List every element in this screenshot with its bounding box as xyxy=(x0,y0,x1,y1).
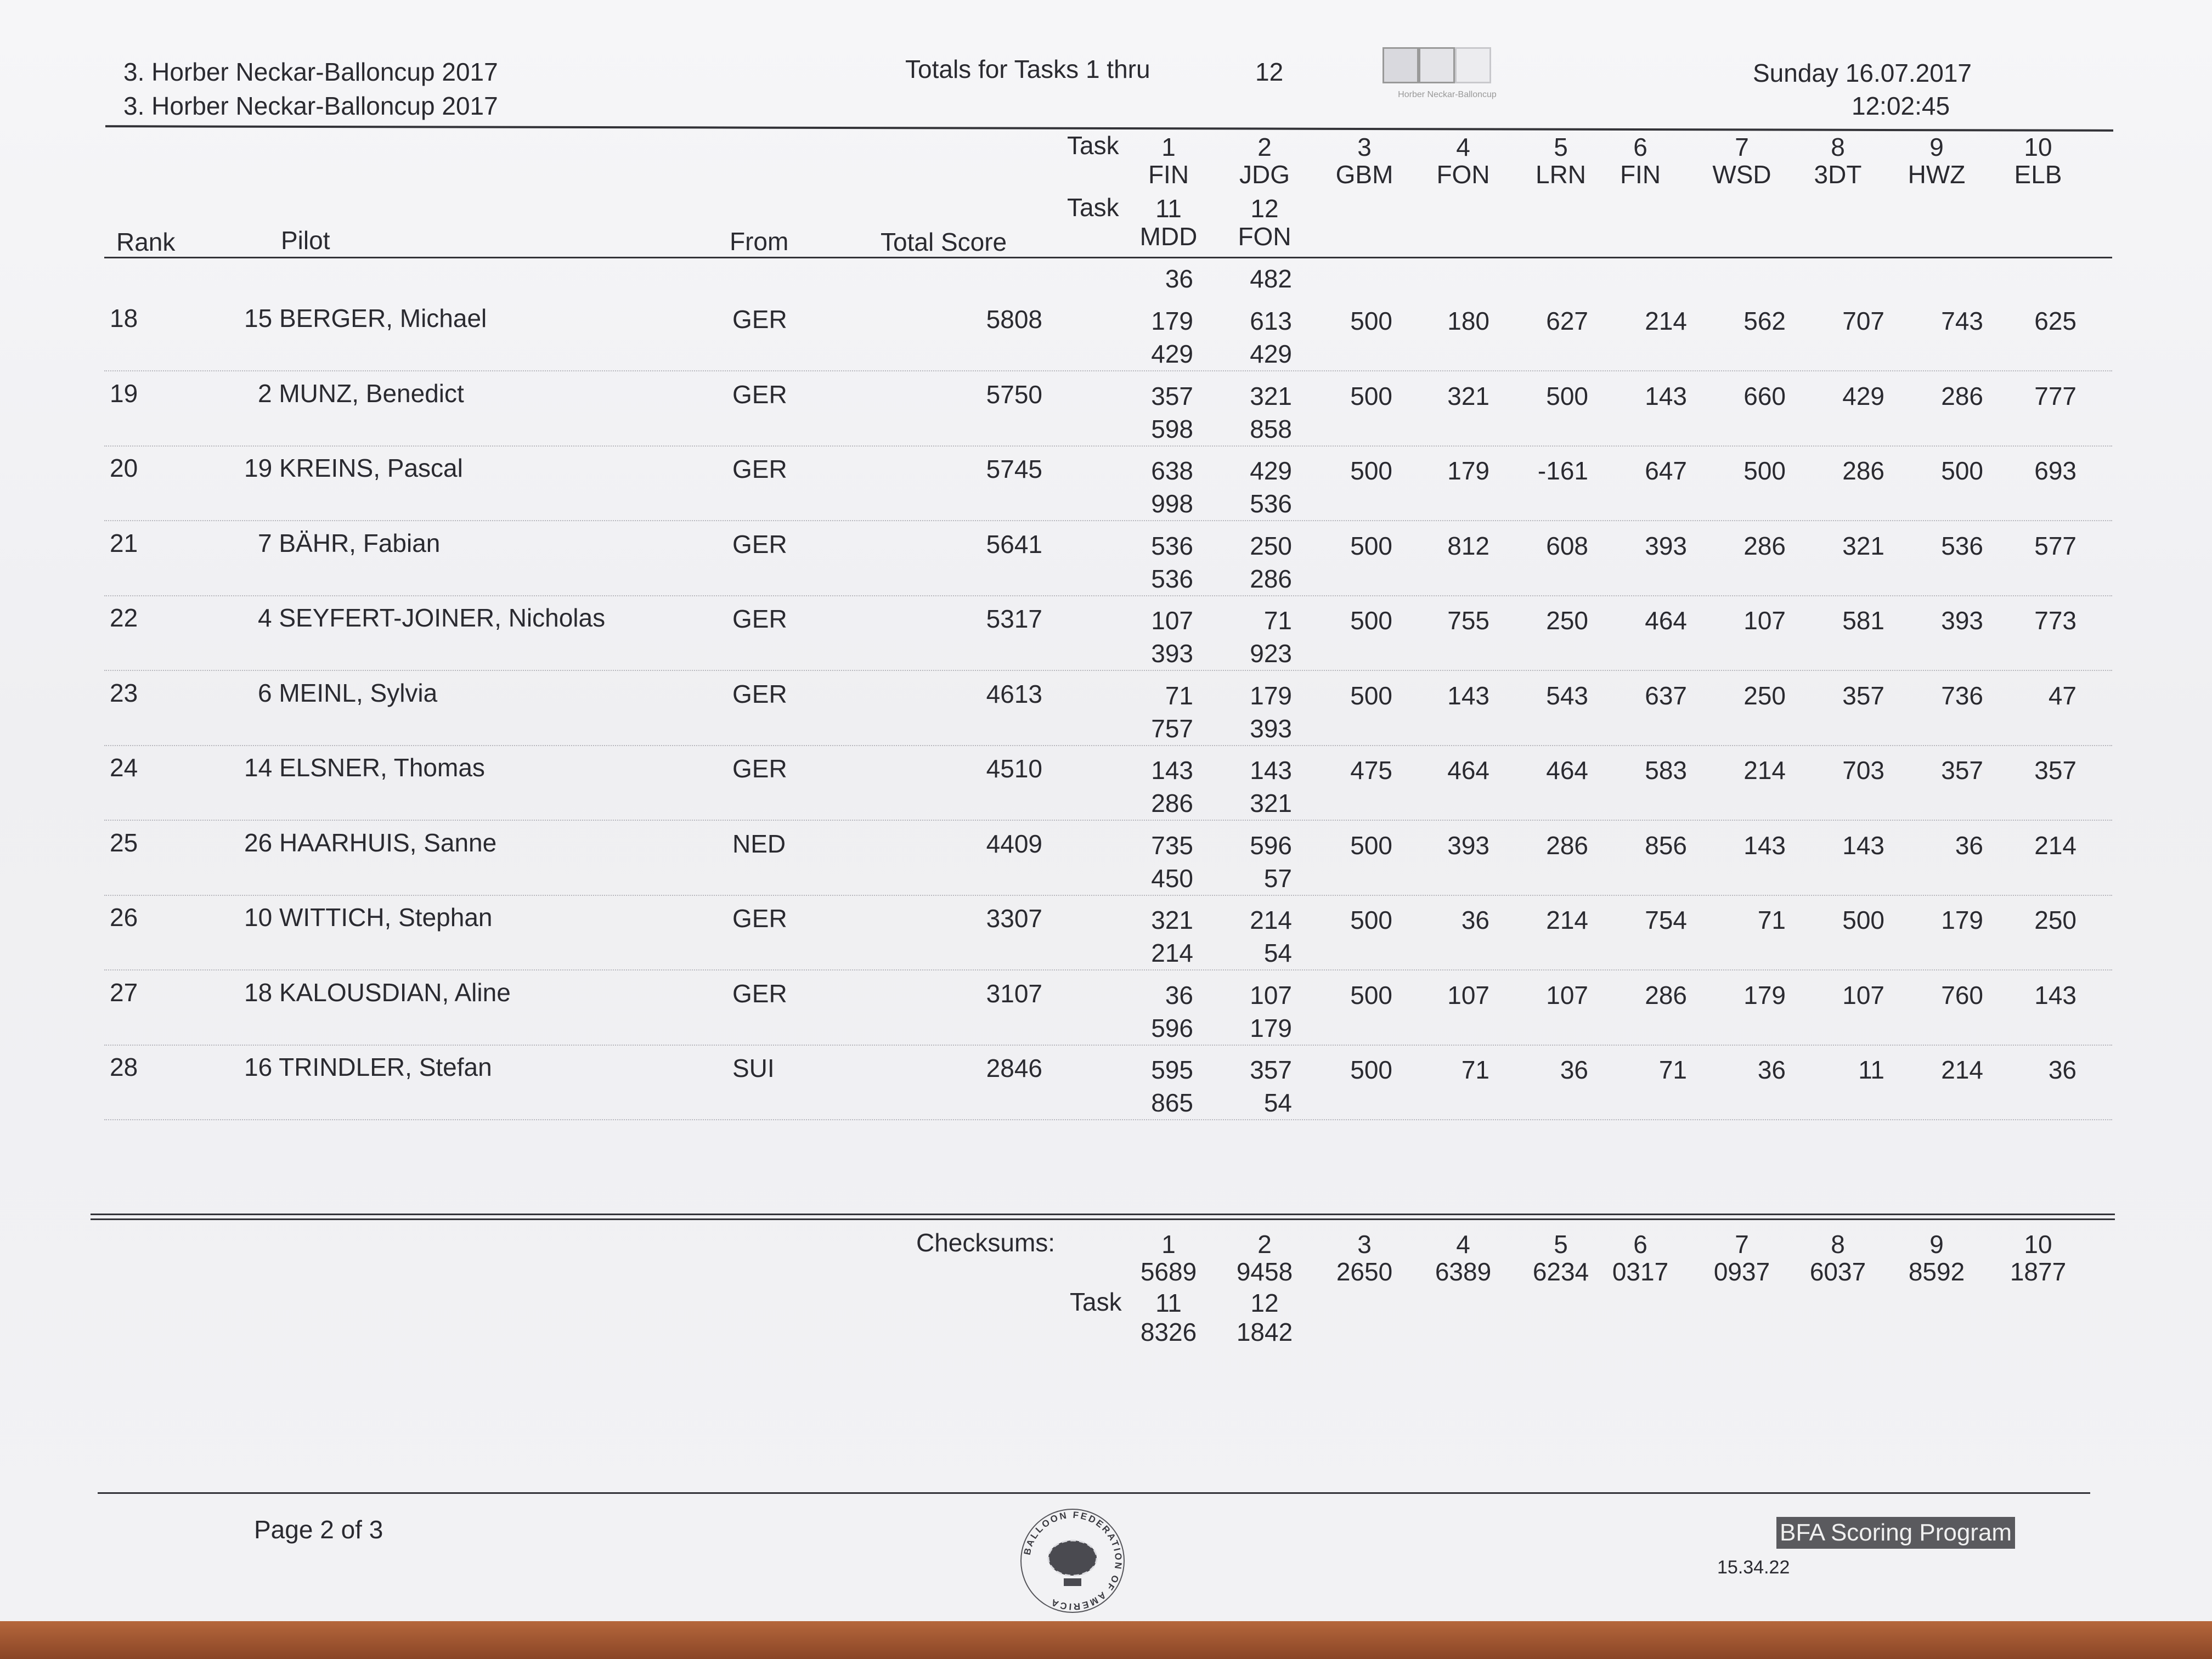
task-score-cell: 179 xyxy=(1151,307,1193,335)
task-score-cell: 500 xyxy=(1941,456,1983,485)
checksum-task-number: 8 xyxy=(1831,1230,1845,1259)
task-score-cell: 286 xyxy=(1842,456,1884,485)
task-score-cell: 71 xyxy=(1658,1056,1687,1084)
task-score-cell: 500 xyxy=(1350,980,1392,1009)
task-score-cell: 660 xyxy=(1743,381,1786,410)
task-label-2: Task xyxy=(1067,193,1119,222)
task-score-cell: 393 xyxy=(1645,531,1687,560)
rank-cell: 28 xyxy=(110,1053,138,1081)
task-score-cell: 923 xyxy=(1250,639,1292,668)
rank-cell: 18 xyxy=(110,304,138,332)
report-time: 12:02:45 xyxy=(1852,92,1950,120)
task-code: JDG xyxy=(1239,160,1290,189)
task-score-cell: 754 xyxy=(1645,906,1687,934)
event-title-1: 3. Horber Neckar-Balloncup 2017 xyxy=(123,58,498,86)
checksum-value: 1842 xyxy=(1236,1318,1293,1346)
task-score-cell: 179 xyxy=(1250,681,1292,710)
task-score-cell: 143 xyxy=(1645,381,1687,410)
checksum-rule-bottom xyxy=(91,1218,2115,1220)
rank-cell: 21 xyxy=(110,528,138,557)
rank-cell: 20 xyxy=(110,454,138,482)
task-score-cell: 47 xyxy=(2048,681,2076,710)
task-score-cell: 596 xyxy=(1250,831,1292,860)
task-score-cell: 393 xyxy=(1447,831,1489,860)
carryover-12: 482 xyxy=(1250,264,1292,293)
task-score-cell: 250 xyxy=(1546,606,1588,635)
task-score-cell: 998 xyxy=(1151,489,1193,518)
task-score-cell: 536 xyxy=(1151,531,1193,560)
task-score-cell: 760 xyxy=(1941,980,1983,1009)
task-score-cell: 321 xyxy=(1250,381,1292,410)
task-number: 12 xyxy=(1250,194,1279,223)
program-badge: BFA Scoring Program xyxy=(1776,1517,2015,1549)
task-score-cell: 543 xyxy=(1546,681,1588,710)
task-score-cell: 500 xyxy=(1350,456,1392,485)
checksum-task-number: 2 xyxy=(1257,1230,1272,1259)
task-number: 6 xyxy=(1633,133,1647,161)
task-score-cell: 286 xyxy=(1546,831,1588,860)
task-number: 7 xyxy=(1735,133,1749,161)
country-cell: GER xyxy=(732,605,787,633)
task-score-cell: 500 xyxy=(1350,1056,1392,1084)
task-score-cell: 214 xyxy=(2034,831,2076,860)
checksum-task-number: 5 xyxy=(1554,1230,1568,1259)
task-code: 3DT xyxy=(1814,160,1862,189)
country-cell: GER xyxy=(732,305,787,334)
task-score-cell: 429 xyxy=(1842,381,1884,410)
checksum-value: 9458 xyxy=(1236,1257,1293,1286)
total-score-cell: 3107 xyxy=(986,979,1042,1008)
checksum-value: 6037 xyxy=(1809,1257,1866,1286)
task-score-cell: 625 xyxy=(2034,307,2076,335)
pilot-cell: 14 ELSNER, Thomas xyxy=(244,753,485,782)
task-score-cell: 357 xyxy=(2034,756,2076,785)
task-code: MDD xyxy=(1139,222,1198,251)
task-score-cell: 500 xyxy=(1546,381,1588,410)
pilot-cell: 19 KREINS, Pascal xyxy=(244,454,463,482)
column-header-rule xyxy=(104,257,2112,258)
checksum-value: 5689 xyxy=(1140,1257,1197,1286)
task-score-cell: 757 xyxy=(1151,714,1193,743)
rank-cell: 24 xyxy=(110,753,138,782)
pilot-cell: 26 HAARHUIS, Sanne xyxy=(244,828,497,857)
task-number: 4 xyxy=(1456,133,1470,161)
task-score-cell: 393 xyxy=(1151,639,1193,668)
task-label-1: Task xyxy=(1067,131,1119,160)
checksum-rule-top xyxy=(91,1214,2115,1215)
task-score-cell: 464 xyxy=(1645,606,1687,635)
table-surface xyxy=(0,1621,2212,1659)
pilot-cell: 15 BERGER, Michael xyxy=(244,304,487,332)
task-score-cell: 429 xyxy=(1250,456,1292,485)
task-code: GBM xyxy=(1335,160,1393,189)
task-code: FON xyxy=(1238,222,1291,251)
task-score-cell: 357 xyxy=(1941,756,1983,785)
row-separator xyxy=(104,969,2112,972)
task-score-cell: 286 xyxy=(1250,564,1292,593)
task-score-cell: 865 xyxy=(1151,1088,1193,1117)
task-score-cell: 577 xyxy=(2034,531,2076,560)
task-score-cell: 536 xyxy=(1151,564,1193,593)
checksum-task-number: 9 xyxy=(1929,1230,1944,1259)
task-number: 9 xyxy=(1929,133,1944,161)
program-version: 15.34.22 xyxy=(1717,1557,1790,1578)
task-score-cell: 36 xyxy=(1165,980,1193,1009)
checksum-value: 1877 xyxy=(2010,1257,2067,1286)
task-score-cell: 179 xyxy=(1941,906,1983,934)
task-code: HWZ xyxy=(1908,160,1966,189)
task-score-cell: 36 xyxy=(1757,1056,1786,1084)
row-separator xyxy=(104,445,2112,448)
task-score-cell: 179 xyxy=(1447,456,1489,485)
task-score-cell: 693 xyxy=(2034,456,2076,485)
row-separator xyxy=(104,370,2112,373)
task-score-cell: 647 xyxy=(1645,456,1687,485)
checksum-task-number: 1 xyxy=(1161,1230,1176,1259)
rank-cell: 22 xyxy=(110,603,138,632)
task-score-cell: 107 xyxy=(1250,980,1292,1009)
row-separator xyxy=(104,1045,2112,1047)
task-score-cell: 107 xyxy=(1151,606,1193,635)
row-separator xyxy=(104,595,2112,597)
task-score-cell: 703 xyxy=(1842,756,1884,785)
task-score-cell: 735 xyxy=(1151,831,1193,860)
task-score-cell: 598 xyxy=(1151,414,1193,443)
task-score-cell: 500 xyxy=(1743,456,1786,485)
col-total-score: Total Score xyxy=(881,228,1007,256)
pilot-cell: 18 KALOUSDIAN, Aline xyxy=(244,978,511,1007)
col-pilot: Pilot xyxy=(281,226,330,255)
rank-cell: 26 xyxy=(110,903,138,932)
checksum-task-number: 12 xyxy=(1250,1289,1279,1317)
task-score-cell: 286 xyxy=(1743,531,1786,560)
country-cell: GER xyxy=(732,904,787,933)
task-score-cell: 321 xyxy=(1447,381,1489,410)
task-score-cell: 321 xyxy=(1151,906,1193,934)
task-score-cell: 357 xyxy=(1250,1056,1292,1084)
task-score-cell: 36 xyxy=(1461,906,1489,934)
checksum-task-number: 10 xyxy=(2024,1230,2052,1259)
task-score-cell: 773 xyxy=(2034,606,2076,635)
country-cell: SUI xyxy=(732,1054,775,1082)
task-score-cell: 71 xyxy=(1165,681,1193,710)
report-date: Sunday 16.07.2017 xyxy=(1753,59,1972,87)
col-from: From xyxy=(730,227,789,256)
task-score-cell: 393 xyxy=(1941,606,1983,635)
task-score-cell: 583 xyxy=(1645,756,1687,785)
task-score-cell: 179 xyxy=(1250,1013,1292,1042)
checksum-task-number: 3 xyxy=(1357,1230,1372,1259)
task-score-cell: 180 xyxy=(1447,307,1489,335)
task-score-cell: 393 xyxy=(1250,714,1292,743)
task-number: 8 xyxy=(1831,133,1845,161)
task-score-cell: 54 xyxy=(1263,1088,1292,1117)
checksum-task-number: 11 xyxy=(1155,1289,1182,1317)
task-score-cell: 286 xyxy=(1941,381,1983,410)
task-score-cell: 54 xyxy=(1263,939,1292,967)
checksum-value: 8326 xyxy=(1140,1318,1197,1346)
task-score-cell: 755 xyxy=(1447,606,1489,635)
task-score-cell: 143 xyxy=(1743,831,1786,860)
checksum-value: 6234 xyxy=(1532,1257,1589,1286)
task-score-cell: 500 xyxy=(1350,831,1392,860)
task-score-cell: 57 xyxy=(1263,864,1292,893)
total-score-cell: 5317 xyxy=(986,605,1042,633)
task-score-cell: 736 xyxy=(1941,681,1983,710)
page-number: Page 2 of 3 xyxy=(254,1515,383,1544)
bfa-seal xyxy=(1018,1506,1127,1616)
task-score-cell: 357 xyxy=(1842,681,1884,710)
task-score-cell: 71 xyxy=(1757,906,1786,934)
task-score-cell: 286 xyxy=(1151,789,1193,817)
event-title-2: 3. Horber Neckar-Balloncup 2017 xyxy=(123,92,498,120)
task-score-cell: 250 xyxy=(1250,531,1292,560)
task-score-cell: 143 xyxy=(2034,980,2076,1009)
task-code: FON xyxy=(1436,160,1490,189)
task-score-cell: 250 xyxy=(2034,906,2076,934)
totals-count: 12 xyxy=(1255,58,1284,86)
seal-text: BALLOON FEDERATION OF AMERICA xyxy=(1022,1509,1124,1612)
task-score-cell: 214 xyxy=(1645,307,1687,335)
task-code: FIN xyxy=(1148,160,1189,189)
task-score-cell: 464 xyxy=(1546,756,1588,785)
task-score-cell: 500 xyxy=(1350,681,1392,710)
rank-cell: 27 xyxy=(110,978,138,1007)
task-score-cell: 107 xyxy=(1743,606,1786,635)
task-number: 2 xyxy=(1257,133,1272,161)
task-score-cell: 11 xyxy=(1858,1056,1884,1084)
task-score-cell: 321 xyxy=(1842,531,1884,560)
task-score-cell: 357 xyxy=(1151,381,1193,410)
event-logo xyxy=(1383,44,1512,87)
row-separator xyxy=(104,1119,2112,1121)
rank-cell: 23 xyxy=(110,678,138,707)
country-cell: GER xyxy=(732,455,787,483)
pilot-cell: 4 SEYFERT-JOINER, Nicholas xyxy=(258,603,606,632)
task-score-cell: 36 xyxy=(1955,831,1983,860)
task-score-cell: 858 xyxy=(1250,414,1292,443)
task-score-cell: 777 xyxy=(2034,381,2076,410)
checksums-label: Checksums: xyxy=(916,1228,1056,1257)
task-score-cell: 627 xyxy=(1546,307,1588,335)
task-score-cell: 596 xyxy=(1151,1013,1193,1042)
task-score-cell: 214 xyxy=(1743,756,1786,785)
task-score-cell: 581 xyxy=(1842,606,1884,635)
task-score-cell: 429 xyxy=(1151,340,1193,368)
pilot-cell: 16 TRINDLER, Stefan xyxy=(244,1053,492,1081)
task-number: 10 xyxy=(2024,133,2052,161)
task-score-cell: 500 xyxy=(1350,381,1392,410)
country-cell: GER xyxy=(732,679,787,708)
task-score-cell: 500 xyxy=(1350,606,1392,635)
checksums-task-label: Task xyxy=(1070,1288,1122,1316)
checksum-task-number: 7 xyxy=(1735,1230,1749,1259)
task-score-cell: -161 xyxy=(1537,456,1588,485)
row-separator xyxy=(104,670,2112,672)
task-number: 11 xyxy=(1155,194,1182,223)
task-score-cell: 179 xyxy=(1743,980,1786,1009)
task-code: WSD xyxy=(1712,160,1771,189)
total-score-cell: 5808 xyxy=(986,305,1042,334)
task-number: 3 xyxy=(1357,133,1372,161)
checksum-task-number: 6 xyxy=(1633,1230,1647,1259)
total-score-cell: 5745 xyxy=(986,455,1042,483)
task-score-cell: 707 xyxy=(1842,307,1884,335)
total-score-cell: 5750 xyxy=(986,380,1042,409)
task-code: FIN xyxy=(1620,160,1661,189)
pilot-cell: 6 MEINL, Sylvia xyxy=(258,678,438,707)
task-score-cell: 214 xyxy=(1546,906,1588,934)
task-score-cell: 450 xyxy=(1151,864,1193,893)
country-cell: NED xyxy=(732,829,786,858)
total-score-cell: 4409 xyxy=(986,829,1042,858)
task-score-cell: 464 xyxy=(1447,756,1489,785)
carryover-11: 36 xyxy=(1165,264,1193,293)
task-score-cell: 608 xyxy=(1546,531,1588,560)
task-score-cell: 812 xyxy=(1447,531,1489,560)
task-score-cell: 214 xyxy=(1151,939,1193,967)
rank-cell: 25 xyxy=(110,828,138,857)
task-score-cell: 107 xyxy=(1447,980,1489,1009)
rank-cell: 19 xyxy=(110,379,138,408)
row-separator xyxy=(104,820,2112,822)
task-score-cell: 143 xyxy=(1250,756,1292,785)
total-score-cell: 4510 xyxy=(986,754,1042,783)
row-separator xyxy=(104,895,2112,897)
task-score-cell: 638 xyxy=(1151,456,1193,485)
task-code: ELB xyxy=(2014,160,2062,189)
checksum-task-number: 4 xyxy=(1456,1230,1470,1259)
task-score-cell: 595 xyxy=(1151,1056,1193,1084)
task-score-cell: 613 xyxy=(1250,307,1292,335)
task-score-cell: 856 xyxy=(1645,831,1687,860)
task-number: 5 xyxy=(1554,133,1568,161)
task-score-cell: 500 xyxy=(1350,906,1392,934)
total-score-cell: 5641 xyxy=(986,529,1042,558)
task-score-cell: 143 xyxy=(1151,756,1193,785)
checksum-value: 8592 xyxy=(1908,1257,1965,1286)
country-cell: GER xyxy=(732,754,787,783)
country-cell: GER xyxy=(732,529,787,558)
task-score-cell: 71 xyxy=(1461,1056,1489,1084)
checksum-value: 2650 xyxy=(1336,1257,1393,1286)
totals-label: Totals for Tasks 1 thru xyxy=(905,55,1150,83)
task-score-cell: 214 xyxy=(1250,906,1292,934)
task-score-cell: 107 xyxy=(1842,980,1884,1009)
checksum-value: 0317 xyxy=(1612,1257,1669,1286)
task-score-cell: 71 xyxy=(1263,606,1292,635)
task-score-cell: 500 xyxy=(1350,307,1392,335)
task-score-cell: 429 xyxy=(1250,340,1292,368)
row-separator xyxy=(104,520,2112,522)
task-score-cell: 143 xyxy=(1447,681,1489,710)
task-code: LRN xyxy=(1535,160,1587,189)
task-score-cell: 107 xyxy=(1546,980,1588,1009)
task-score-cell: 743 xyxy=(1941,307,1983,335)
task-score-cell: 286 xyxy=(1645,980,1687,1009)
total-score-cell: 4613 xyxy=(986,679,1042,708)
task-number: 1 xyxy=(1161,133,1176,161)
row-separator xyxy=(104,745,2112,747)
total-score-cell: 3307 xyxy=(986,904,1042,933)
task-score-cell: 321 xyxy=(1250,789,1292,817)
pilot-cell: 7 BÄHR, Fabian xyxy=(258,528,441,557)
country-cell: GER xyxy=(732,380,787,409)
task-score-cell: 36 xyxy=(2048,1056,2076,1084)
task-score-cell: 562 xyxy=(1743,307,1786,335)
task-score-cell: 214 xyxy=(1941,1056,1983,1084)
task-score-cell: 36 xyxy=(1560,1056,1588,1084)
task-score-cell: 637 xyxy=(1645,681,1687,710)
pilot-cell: 10 WITTICH, Stephan xyxy=(244,903,493,932)
task-score-cell: 143 xyxy=(1842,831,1884,860)
footer-rule xyxy=(98,1492,2090,1494)
task-score-cell: 475 xyxy=(1350,756,1392,785)
pilot-cell: 2 MUNZ, Benedict xyxy=(258,379,464,408)
task-score-cell: 500 xyxy=(1350,531,1392,560)
task-score-cell: 500 xyxy=(1842,906,1884,934)
country-cell: GER xyxy=(732,979,787,1008)
task-score-cell: 536 xyxy=(1941,531,1983,560)
logo-caption: Horber Neckar-Balloncup xyxy=(1398,90,1497,99)
task-score-cell: 250 xyxy=(1743,681,1786,710)
checksum-value: 6389 xyxy=(1435,1257,1492,1286)
checksum-value: 0937 xyxy=(1713,1257,1770,1286)
total-score-cell: 2846 xyxy=(986,1054,1042,1082)
task-score-cell: 536 xyxy=(1250,489,1292,518)
col-rank: Rank xyxy=(116,228,176,256)
